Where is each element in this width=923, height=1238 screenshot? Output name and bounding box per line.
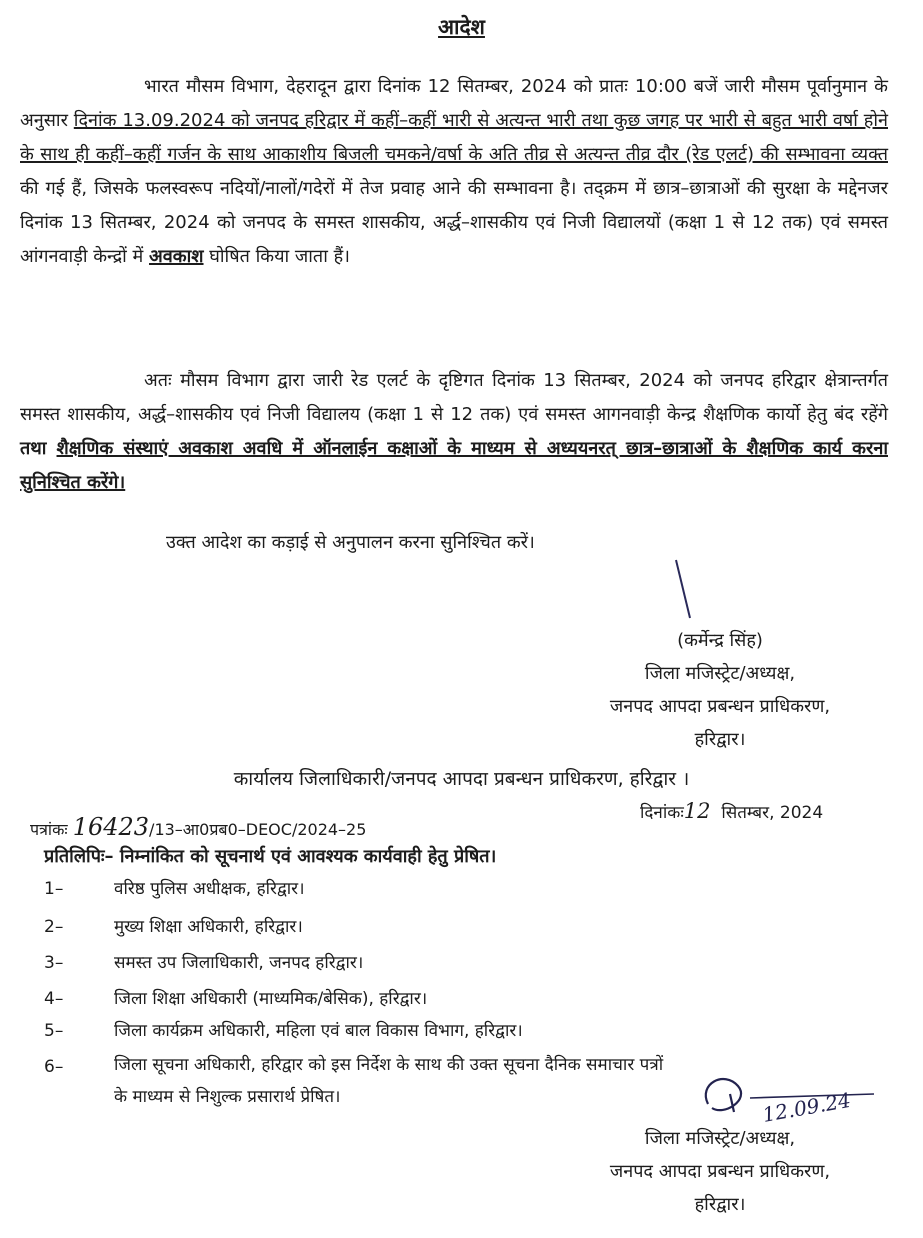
highlighted-forecast: दिनांक 13.09.2024 को जनपद हरिद्वार में कहीं–कहीं भारी से अत्यन्त भारी तथा कुछ जगह पर भारी से बहुत भारी वर्षा होने के साथ ही कहीं–कहीं गर्जन के साथ आकाशीय बिजली चमकने/वर्षा के अति तीव्र से अत्यन्त तीव्र दौर (रेड एलर्ट) की सम्भावना व्यक्त xyxy=(20,110,888,165)
signatory-authority: जनपद आपदा प्रबन्धन प्राधिकरण, xyxy=(609,696,831,717)
holiday-keyword: अवकाश xyxy=(149,246,204,267)
order-paragraph-2: अतः मौसम विभाग द्वारा जारी रेड एलर्ट के दृष्टिगत दिनांक 13 सितम्बर, 2024 को जनपद हरिद्वार क्षेत्रान्तर्गत समस्त शासकीय, अर्द्ध–शासकीय एवं निजी विद्यालय (कक्षा 1 से 12 तक) एवं समस्त आगनवाड़ी केन्द्र शैक्षणिक कार्यो हेतु बंद रहेंगे तथा शैक्षणिक संस्थाएं अवकाश अवधि में ऑनलाईन कक्षाओं के माध्यम से अध्ययनरत् छात्र–छात्राओं के शैक्षणिक कार्य करना सुनिश्चित करेंगे। xyxy=(20,370,888,493)
handwritten-date: 12 xyxy=(683,799,711,823)
signatory-name: (कर्मेन्द्र सिंह) xyxy=(677,630,763,651)
signatory2-designation: जिला मजिस्ट्रेट/अध्यक्ष, xyxy=(644,1128,796,1149)
copy-to-heading: प्रतिलिपिः– निम्नांकित को सूचनार्थ एवं आवश्यक कार्यवाही हेतु प्रेषित। xyxy=(44,846,497,867)
signatory-block xyxy=(540,624,900,756)
reference-number: पत्रांकः 16423/13–आ0प्रब0–DEOC/2024–25 xyxy=(30,813,367,841)
signatory-place: हरिद्वार। xyxy=(694,729,746,750)
signatory-block-2 xyxy=(540,1122,900,1221)
signatory2-place: हरिद्वार। xyxy=(694,1194,746,1215)
order-paragraph-1: भारत मौसम विभाग, देहरादून द्वारा दिनांक 12 सितम्बर, 2024 को प्रातः 10:00 बजें जारी मौसम पूर्वानुमान के अनुसार दिनांक 13.09.2024 को जनपद हरिद्वार में कहीं–कहीं भारी से अत्यन्त भारी तथा कुछ जगह पर भारी से बहुत भारी वर्षा होने के साथ ही कहीं–कहीं गर्जन के साथ आकाशीय बिजली चमकने/वर्षा के अति तीव्र से अत्यन्त तीव्र दौर (रेड एलर्ट) की सम्भावना व्यक्त की गई हैं, जिसके फलस्वरूप नदियों/नालों/गदेरों में तेज प्रवाह आने की सम्भावना है। तद्क्रम में छात्र–छात्राओं की सुरक्षा के मद्देनजर दिनांक 13 सितम्बर, 2024 को जनपद के समस्त शासकीय, अर्द्ध–शासकीय एवं निजी विद्यालयों (कक्षा 1 से 12 तक) एवं समस्त आंगनवाड़ी केन्द्रों में अवकाश घोषित किया जाता हैं। xyxy=(20,76,888,267)
signatory2-authority: जनपद आपदा प्रबन्धन प्राधिकरण, xyxy=(609,1161,831,1182)
order-paragraph-3: उक्त आदेश का कड़ाई से अनुपालन करना सुनिश्चित करें। xyxy=(166,532,535,553)
order-title: आदेश xyxy=(438,15,485,39)
online-classes-directive: शैक्षणिक संस्थाएं अवकाश अवधि में ऑनलाईन कक्षाओं के माध्यम से अध्ययनरत् छात्र–छात्राओं के शैक्षणिक कार्य करना सुनिश्चित करेंगे। xyxy=(20,438,888,493)
initials-date: 12.09.24 xyxy=(760,1087,853,1127)
date-line: दिनांकः12 सितम्बर, 2024 xyxy=(640,799,824,823)
signatory-designation: जिला मजिस्ट्रेट/अध्यक्ष, xyxy=(644,663,796,684)
office-line: कार्यालय जिलाधिकारी/जनपद आपदा प्रबन्धन प्राधिकरण, हरिद्वार । xyxy=(233,768,690,790)
order-document: आदेश भारत मौसम विभाग, देहरादून द्वारा दिनांक 12 सितम्बर, 2024 को प्रातः 10:00 बजें जारी मौसम पूर्वानुमान के अनुसार दिनांक 13.09.2024 को जनपद हरिद्वार में कहीं–कहीं भारी से अत्यन्त भारी तथा कुछ जगह पर भारी से बहुत भारी वर्षा होने के साथ ही कहीं–कहीं गर्जन के साथ आकाशीय बिजली चमकने/वर्षा के अति तीव्र से अत्यन्त तीव्र दौर (रेड एलर्ट) की सम्भावना व्यक्त की गई हैं, जिसके फलस्वरूप नदियों/नालों/गदेरों में तेज प्रवाह आने की सम्भावना है। तद्क्रम में छात्र–छात्राओं की सुरक्षा के मद्देनजर दिनांक 13 सितम्बर, 2024 को जनपद के समस्त शासकीय, अर्द्ध–शासकीय एवं निजी विद्यालयों (कक्षा 1 से 12 तक) एवं समस्त आंगनवाड़ी केन्द्रों में अवकाश घोषित किया जाता हैं। अतः मौसम विभाग द्वारा जारी रेड एलर्ट के दृष्टिगत दिनांक 13 सितम्बर, 2024 को जनपद हरिद्वार क्षेत्रान्तर्गत समस्त शासकीय, अर्द्ध–शासकीय एवं निजी विद्यालय (कक्षा 1 से 12 तक) एवं समस्त आगनवाड़ी केन्द्र शैक्षणिक कार्यो हेतु बंद रहेंगे तथा शैक्षणिक संस्थाएं अवकाश अवधि में ऑनलाईन कक्षाओं के माध्यम से अध्ययनरत् छात्र–छात्राओं के शैक्षणिक कार्य करना सुनिश्चित करेंगे। उक्त आदेश का कड़ाई से अनुपालन करना सुनिश्चित करें। (कर्मेन्द्र सिंह) जिला मजिस्ट्रेट/अध्यक्ष, जनपद आपदा प्रबन्धन प्राधिकरण, हरिद्वार। कार्यालय जिलाधिकारी/जनपद आपदा प्रबन्धन प्राधिकरण, हरिद्वार । दिनांकः12 सितम्बर, 2024 पत्रांकः 16423/13–आ0प्रब0–DEOC/2024–25 प्रतिलिपिः– निम्नांकित को सूचनार्थ एवं आवश्यक कार्यवाही हेतु प्रेषित। 1– वरिष्ठ पुलिस अधीक्षक, हरिद्वार। 2– मुख्य शिक्षा अधिकारी, हरिद्वार। 3– समस्त उप जिलाधिकारी, जनपद हरिद्वार। 4– जिला शिक्षा अधिकारी (माध्यमिक/बेसिक), हरिद्वार। 5– जिला कार्यक्रम अधिकारी, महिला एवं बाल विकास विभाग, हरिद्वार। 6– जिला सूचना अधिकारी, हरिद्वार को इस निर्देश के साथ की उक्त सूचना दैनिक समाचार पत्रों के माध्यम से निशुल्क प्रसारार्थ प्रेषित। 12.09.24 जिला मजिस्ट्रेट/अध्यक्ष, जनपद आपदा प्रबन्धन प्राधिकरण, हरिद्वार। xyxy=(0,0,923,1238)
handwritten-reference: 16423 xyxy=(72,813,150,841)
